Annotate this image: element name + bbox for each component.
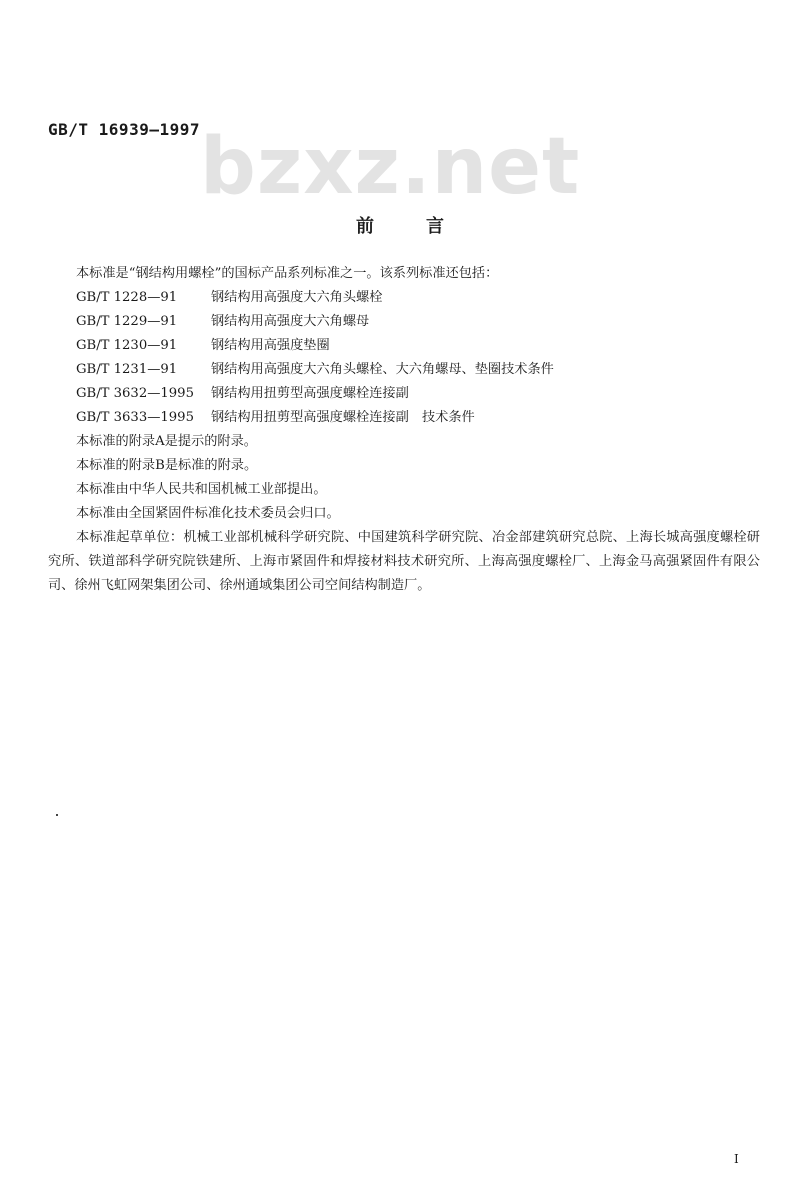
watermark: bzxz.net [200,122,581,212]
scan-speck [56,814,58,816]
standard-code-header: GB/T 16939—1997 [48,120,200,139]
standard-code: GB/T 1230—91 [76,338,178,353]
standard-item [48,382,760,406]
document-body [48,262,760,598]
page-number: I [734,1152,739,1166]
page-title: 前言 [356,216,496,237]
note-administrator: 本标准由全国紧固件标准化技术委员会归口。 [76,506,340,521]
drafting-units: 本标准起草单位：机械工业部机械科学研究院、中国建筑科学研究院、冶金部建筑研究总院、上海长城高强度螺栓研究所、铁道部科学研究院铁建所、上海市紧固件和焊接材料技术研究所、上海高强度螺栓厂、上海金马高强紧固件有限公司、徐州飞虹网架集团公司、徐州通域集团公司空间结构制造厂。 [48,530,760,593]
standard-item [48,358,760,382]
standard-item [48,310,760,334]
note-appendix-b: 本标准的附录B是标准的附录。 [76,458,258,473]
standard-item [48,406,760,430]
standard-code: GB/T 1231—91 [76,362,178,377]
note-appendix-a: 本标准的附录A是提示的附录。 [76,434,257,449]
standard-item [48,334,760,358]
standard-name: 钢结构用高强度大六角螺母 [211,314,370,329]
standard-name: 钢结构用扭剪型高强度螺栓连接副 [211,386,409,401]
standard-name: 钢结构用高强度大六角头螺栓 [211,290,383,305]
note-proposer: 本标准由中华人民共和国机械工业部提出。 [76,482,327,497]
standard-name: 钢结构用高强度垫圈 [211,338,330,353]
standard-name: 钢结构用高强度大六角头螺栓、大六角螺母、垫圈技术条件 [211,362,554,377]
standard-code: GB/T 1229—91 [76,314,178,329]
standard-code: GB/T 1228—91 [76,290,178,305]
standard-code: GB/T 3633—1995 [76,410,194,425]
intro-text: 本标准是“钢结构用螺栓”的国标产品系列标准之一。该系列标准还包括： [76,266,499,281]
standard-item [48,286,760,310]
standard-name: 钢结构用扭剪型高强度螺栓连接副 技术条件 [211,410,475,425]
standard-code: GB/T 3632—1995 [76,386,194,401]
